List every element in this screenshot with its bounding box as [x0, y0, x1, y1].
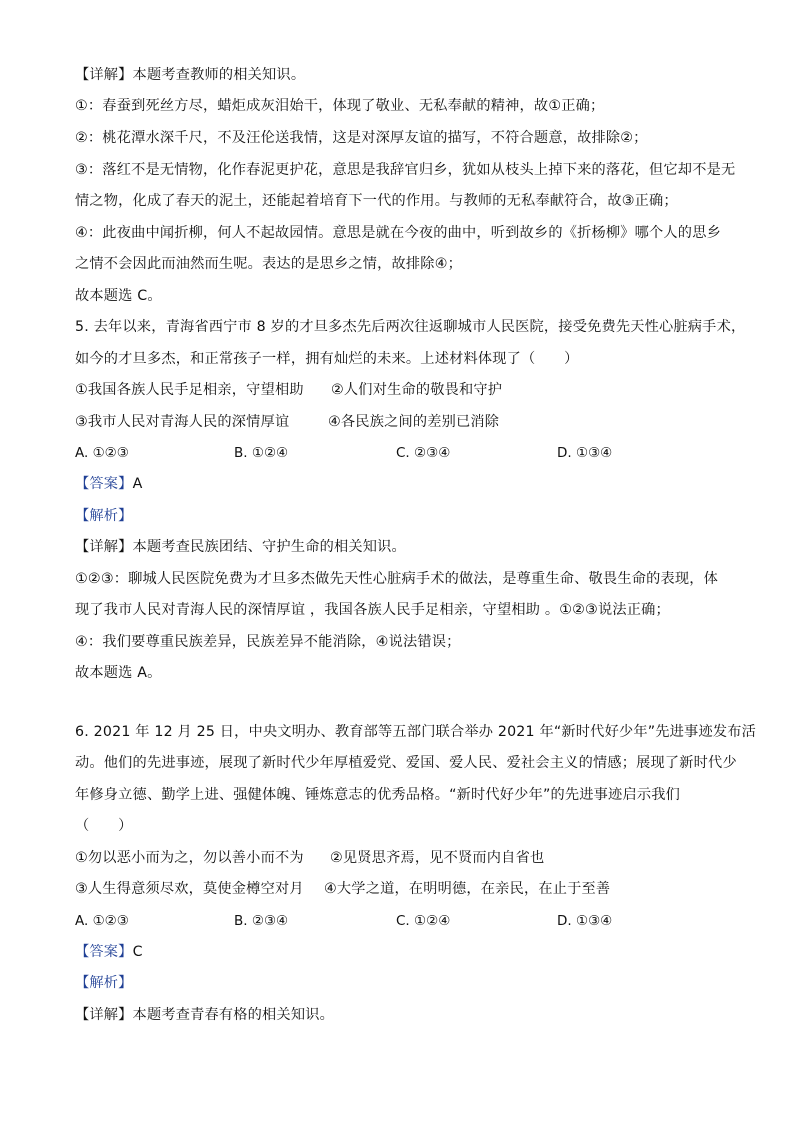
q5-answer-row — [75, 475, 142, 493]
q6-stem-3: 年修身立德、勤学上进、强健体魄、锤炼意志的优秀品格。“新时代好少年”的先进事迹启示我们 — [75, 787, 680, 803]
q6-option-d: D. ①③④ — [557, 913, 613, 929]
q5-answer: A — [132, 476, 143, 492]
q6-stem-4: （ ） — [75, 818, 133, 834]
q6-detail: 【详解】本题考查青春有格的相关知识。 — [75, 1007, 334, 1023]
q6-answer-label: 【答案】 — [75, 944, 133, 960]
q6-analysis-label: 【解析】 — [75, 975, 133, 991]
q6-option-c: C. ①②④ — [396, 913, 451, 929]
q6-item-2: ②见贤思齐焉，见不贤而内自省也 — [330, 850, 545, 866]
q4-explain-1: ①：春蚕到死丝方尽，蜡炬成灰泪始干，体现了敬业、无私奉献的精神，故①正确； — [75, 98, 605, 114]
q4-detail: 【详解】本题考查教师的相关知识。 — [75, 67, 306, 83]
q4-explain-2: ②：桃花潭水深千尺，不及汪伦送我情，这是对深厚友谊的描写，不符合题意，故排除②； — [75, 130, 648, 146]
q5-stem-2: 如今的才旦多杰，和正常孩子一样，拥有灿烂的未来。上述材料体现了（ ） — [75, 351, 579, 367]
q5-answer-label: 【答案】 — [75, 476, 133, 492]
q5-option-d: D. ①③④ — [557, 445, 613, 461]
q5-explain-1b: 现了我市人民对青海人民的深情厚谊 ，我国各族人民手足相亲，守望相助 。①②③说法正确； — [75, 602, 670, 618]
q5-stem-1: 5. 去年以来，青海省西宁市 8 岁的才旦多杰先后两次往返聊城市人民医院，接受免费先天性心脏病手术， — [75, 319, 746, 335]
q5-item-3: ③我市人民对青海人民的深情厚谊 — [75, 414, 290, 430]
q4-explain-4a: ④：此夜曲中闻折柳，何人不起故园情。意思是就在今夜的曲中，听到故乡的《折杨柳》哪个人的思乡 — [75, 225, 721, 241]
q6-answer-row — [75, 943, 143, 961]
q6-stem-2: 动。他们的先进事迹，展现了新时代少年厚植爱党、爱国、爱人民、爱社会主义的情感；展现了新时代少 — [75, 755, 737, 771]
q6-item-3: ③人生得意须尽欢，莫使金樽空对月 — [75, 881, 304, 897]
q6-option-b: B. ②③④ — [234, 913, 289, 929]
q4-explain-3b: 情之物，化成了春天的泥土，还能起着培育下一代的作用。与教师的无私奉献符合，故③正确； — [75, 193, 678, 209]
q4-explain-4b: 之情不会因此而油然而生呢。表达的是思乡之情，故排除④； — [75, 256, 462, 272]
q5-option-b: B. ①②④ — [234, 445, 289, 461]
q6-item-1: ①勿以恶小而为之，勿以善小而不为 — [75, 850, 304, 866]
q6-answer: C — [132, 944, 143, 960]
q5-detail: 【详解】本题考查民族团结、守护生命的相关知识。 — [75, 539, 406, 555]
q5-item-2: ②人们对生命的敬畏和守护 — [331, 382, 503, 398]
q4-explain-3a: ③：落红不是无情物，化作春泥更护花，意思是我辞官归乡，犹如从枝头上掉下来的落花，但它却不是无 — [75, 162, 736, 178]
q5-explain-1a: ①②③：聊城人民医院免费为才旦多杰做先天性心脏病手术的做法，是尊重生命、敬畏生命的表现，体 — [75, 571, 719, 587]
q6-item-4: ④大学之道，在明明德，在亲民，在止于至善 — [324, 881, 611, 897]
q5-conclusion: 故本题选 A。 — [75, 665, 162, 681]
q4-conclusion: 故本题选 C。 — [75, 288, 162, 304]
q5-item-4: ④各民族之间的差别已消除 — [328, 414, 500, 430]
q6-option-a: A. ①②③ — [75, 913, 129, 929]
q5-item-1: ①我国各族人民手足相亲，守望相助 — [75, 382, 304, 398]
q5-option-c: C. ②③④ — [396, 445, 451, 461]
q5-analysis-label: 【解析】 — [75, 508, 133, 524]
q5-explain-2: ④：我们要尊重民族差异，民族差异不能消除，④说法错误； — [75, 634, 461, 650]
q6-stem-1: 6. 2021 年 12 月 25 日，中央文明办、教育部等五部门联合举办 2021 年“新时代好少年”先进事迹发布活 — [75, 724, 756, 740]
q5-option-a: A. ①②③ — [75, 445, 129, 461]
